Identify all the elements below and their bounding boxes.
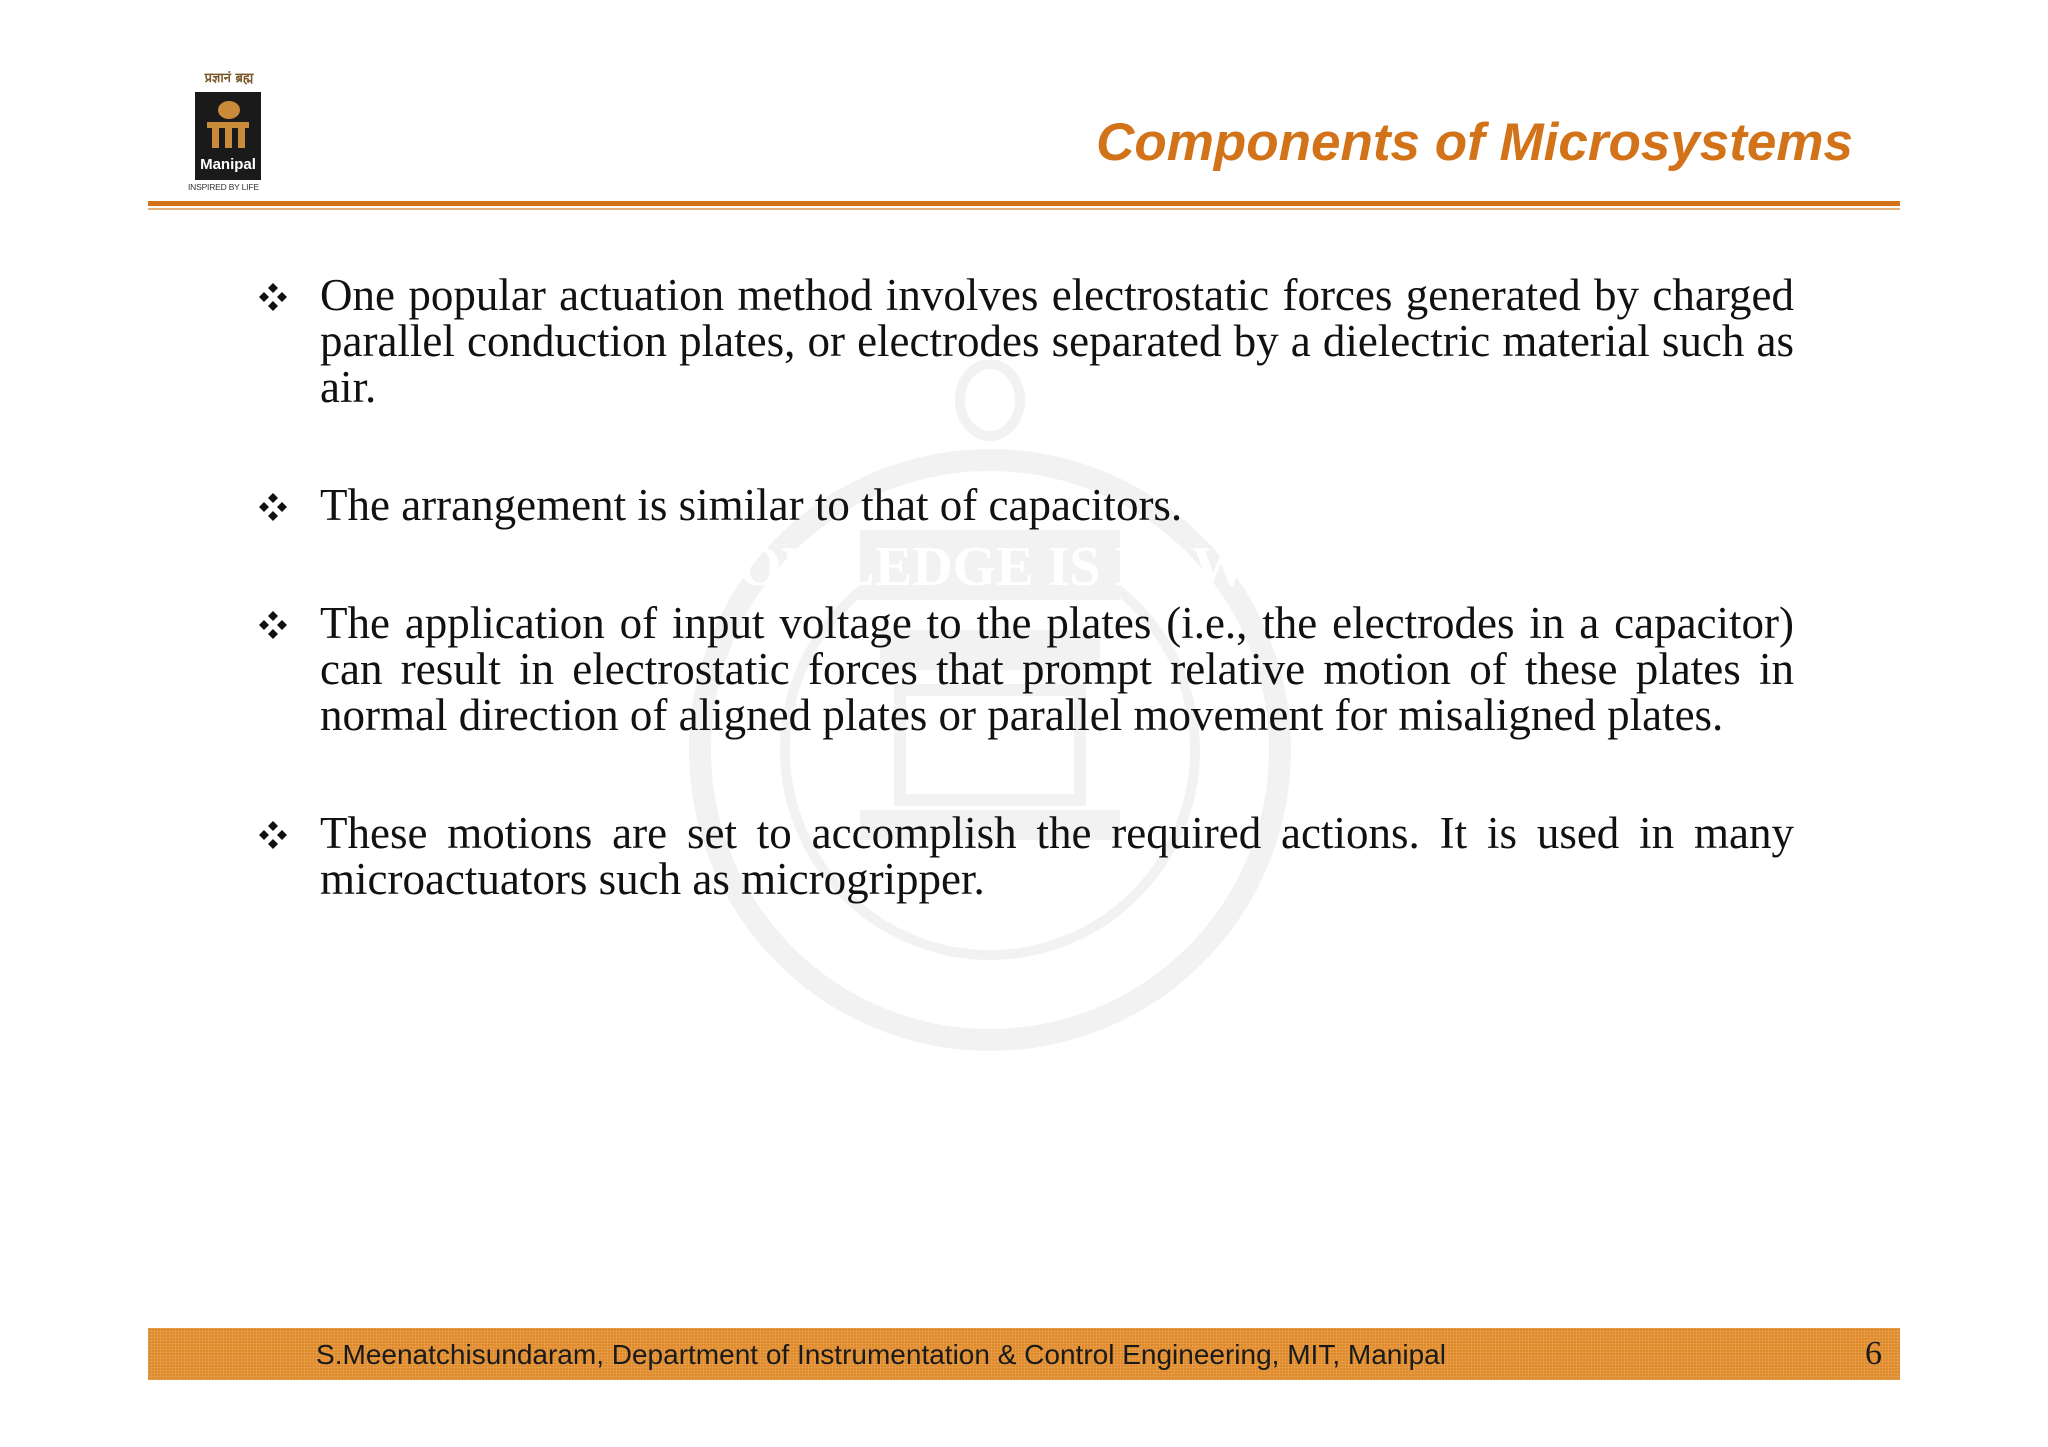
- four-diamond-icon: [258, 610, 288, 640]
- logo-emblem: [195, 92, 261, 180]
- slide-title: Components of Microsystems: [1096, 113, 1853, 172]
- logo-motto: प्रज्ञानं ब्रह्म: [204, 71, 254, 86]
- bullet-item: [258, 600, 1794, 738]
- footer-credit: S.Meenatchisundaram, Department of Instrumentation & Control Engineering, MIT, Manipal: [316, 1339, 1446, 1370]
- bullet-text: The arrangement is similar to that of capacitors.: [320, 480, 1183, 530]
- bullet-item: [258, 482, 1794, 528]
- bullet-item: [258, 810, 1794, 902]
- bullet-list: [258, 272, 1794, 902]
- bullet-text: One popular actuation method involves electrostatic forces generated by charged parallel conduction plates, or electrodes separated by a dielectric material such as air.: [320, 270, 1794, 412]
- four-diamond-icon: [258, 820, 288, 850]
- logo-name: Manipal: [200, 156, 256, 173]
- logo-tagline: INSPIRED BY LIFE: [188, 182, 259, 192]
- footer-bar: [148, 1328, 1900, 1380]
- four-diamond-icon: [258, 282, 288, 312]
- bullet-text: These motions are set to accomplish the required actions. It is used in many microactuators such as microgripper.: [320, 808, 1794, 904]
- manipal-emblem-icon: [195, 92, 261, 158]
- svg-text:KNOWLEDGE IS POWER: KNOWLEDGE IS POWER: [653, 536, 1327, 598]
- bullet-text: The application of input voltage to the plates (i.e., the electrodes in a capacitor) can result in electrostatic forces that prompt relative motion of these plates in normal direction of aligned plates or parallel movement for misaligned plates.: [320, 598, 1794, 740]
- four-diamond-icon: [258, 492, 288, 522]
- page-number: 6: [1865, 1335, 1882, 1372]
- manipal-logo: [188, 68, 270, 196]
- title-divider-thin: [148, 208, 1900, 210]
- title-divider: [148, 201, 1900, 206]
- bullet-item: [258, 272, 1794, 410]
